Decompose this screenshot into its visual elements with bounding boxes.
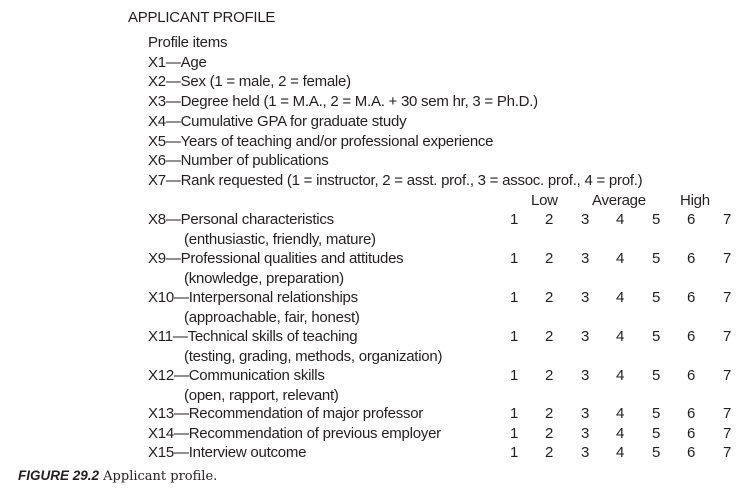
rating-scale-value: 4 — [615, 289, 625, 306]
rating-scale-value: 1 — [509, 405, 519, 422]
rating-scale-value: 1 — [509, 289, 519, 306]
rating-scale-value: 1 — [509, 328, 519, 345]
rated-item-label: X11—Technical skills of teaching — [148, 328, 358, 345]
rating-scale-value: 7 — [722, 367, 732, 384]
profile-item: X5—Years of teaching and/or professional experience — [148, 133, 494, 150]
rating-scale-value: 4 — [615, 367, 625, 384]
rated-item-detail: (testing, grading, methods, organization) — [184, 348, 443, 365]
scale-header-high: High — [680, 192, 710, 209]
caption-text: Applicant profile. — [99, 469, 218, 484]
profile-items-heading: Profile items — [148, 34, 228, 51]
rating-scale-value: 1 — [509, 211, 519, 228]
rating-scale-value: 7 — [722, 444, 732, 461]
rated-item-label: X12—Communication skills — [148, 367, 325, 384]
caption-label: FIGURE 29.2 — [18, 468, 100, 483]
figure-title: APPLICANT PROFILE — [128, 9, 276, 26]
rating-scale-value: 1 — [509, 444, 519, 461]
rating-scale-value: 6 — [686, 289, 696, 306]
rating-scale-value: 7 — [722, 405, 732, 422]
rating-scale-value: 6 — [686, 405, 696, 422]
rating-scale-value: 7 — [722, 328, 732, 345]
rating-scale-value: 1 — [509, 250, 519, 267]
rating-scale-value: 5 — [651, 211, 661, 228]
profile-item: X2—Sex (1 = male, 2 = female) — [148, 73, 351, 90]
rating-scale-value: 5 — [651, 289, 661, 306]
rating-scale-value: 2 — [544, 444, 554, 461]
profile-item: X3—Degree held (1 = M.A., 2 = M.A. + 30 sem hr, 3 = Ph.D.) — [148, 93, 538, 110]
figure-caption — [18, 467, 217, 486]
rating-scale-value: 2 — [544, 328, 554, 345]
rating-scale-value: 6 — [686, 328, 696, 345]
rating-scale-value: 6 — [686, 425, 696, 442]
rating-scale-value: 2 — [544, 250, 554, 267]
rating-scale-value: 1 — [509, 425, 519, 442]
rating-scale-value: 2 — [544, 211, 554, 228]
rating-scale-value: 1 — [509, 367, 519, 384]
profile-item: X4—Cumulative GPA for graduate study — [148, 113, 407, 130]
rating-scale-value: 5 — [651, 405, 661, 422]
rating-scale-value: 2 — [544, 405, 554, 422]
rated-item-detail: (knowledge, preparation) — [184, 270, 344, 287]
scale-header-low: Low — [531, 192, 558, 209]
rating-scale-value: 7 — [722, 289, 732, 306]
rating-scale-value: 3 — [580, 367, 590, 384]
rating-scale-value: 2 — [544, 289, 554, 306]
rating-scale-value: 4 — [615, 250, 625, 267]
rated-item-label: X13—Recommendation of major professor — [148, 405, 424, 422]
rating-scale-value: 4 — [615, 405, 625, 422]
rating-scale-value: 4 — [615, 444, 625, 461]
rated-item-detail: (enthusiastic, friendly, mature) — [184, 231, 376, 248]
rating-scale-value: 4 — [615, 211, 625, 228]
rating-scale-value: 5 — [651, 444, 661, 461]
rated-item-label: X10—Interpersonal relationships — [148, 289, 358, 306]
rating-scale-value: 6 — [686, 367, 696, 384]
rating-scale-value: 3 — [580, 425, 590, 442]
rating-scale-value: 2 — [544, 425, 554, 442]
rating-scale-value: 5 — [651, 425, 661, 442]
rating-scale-value: 3 — [580, 328, 590, 345]
rated-item-detail: (open, rapport, relevant) — [184, 387, 339, 404]
rated-item-label: X9—Professional qualities and attitudes — [148, 250, 404, 267]
rating-scale-value: 2 — [544, 367, 554, 384]
rated-item-detail: (approachable, fair, honest) — [184, 309, 360, 326]
rating-scale-value: 5 — [651, 367, 661, 384]
rating-scale-value: 6 — [686, 250, 696, 267]
rating-scale-value: 3 — [580, 289, 590, 306]
rating-scale-value: 5 — [651, 250, 661, 267]
rated-item-label: X8—Personal characteristics — [148, 211, 334, 228]
rating-scale-value: 3 — [580, 250, 590, 267]
rating-scale-value: 6 — [686, 444, 696, 461]
rating-scale-value: 3 — [580, 405, 590, 422]
scale-header-average: Average — [592, 192, 646, 209]
rating-scale-value: 7 — [722, 425, 732, 442]
rating-scale-value: 5 — [651, 328, 661, 345]
rating-scale-value: 4 — [615, 328, 625, 345]
rated-item-label: X15—Interview outcome — [148, 444, 307, 461]
rating-scale-value: 3 — [580, 444, 590, 461]
rating-scale-value: 7 — [722, 250, 732, 267]
profile-item: X7—Rank requested (1 = instructor, 2 = asst. prof., 3 = assoc. prof., 4 = prof.) — [148, 172, 643, 189]
rated-item-label: X14—Recommendation of previous employer — [148, 425, 441, 442]
profile-item: X6—Number of publications — [148, 152, 329, 169]
rating-scale-value: 7 — [722, 211, 732, 228]
rating-scale-value: 4 — [615, 425, 625, 442]
rating-scale-value: 3 — [580, 211, 590, 228]
profile-item: X1—Age — [148, 54, 207, 71]
rating-scale-value: 6 — [686, 211, 696, 228]
